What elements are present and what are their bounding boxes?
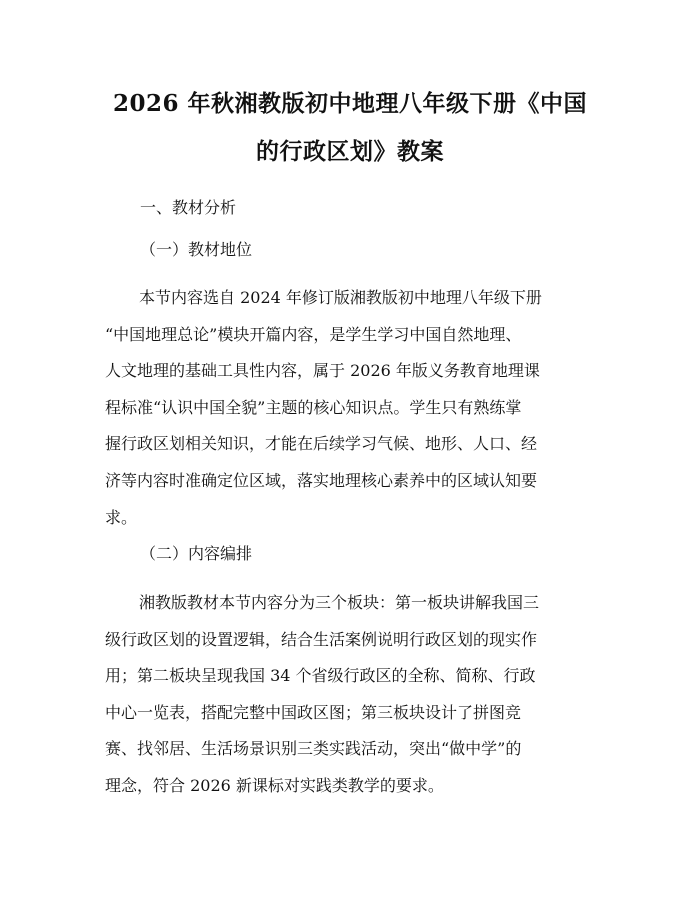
- paragraph-line: 本节内容选自 2024 年修订版湘教版初中地理八年级下册: [139, 288, 542, 307]
- paragraph-line: 赛、找邻居、生活场景识别三类实践活动，突出“做中学”的: [105, 739, 522, 759]
- paragraph-line: 济等内容时准确定位区域，落实地理核心素养中的区域认知要: [105, 470, 538, 490]
- title-line: 2026 年秋湘教版初中地理八年级下册《中国: [112, 90, 588, 117]
- title-line: 的行政区划》教案: [256, 138, 444, 165]
- subsection-heading-textbook-position: （一）教材地位: [140, 240, 253, 259]
- paragraph-line: 程标准“认识中国全貌”主题的核心知识点。学生只有熟练掌: [105, 397, 522, 417]
- paragraph-line: 握行政区划相关知识，才能在后续学习气候、地形、人口、经: [105, 434, 538, 454]
- paragraph-line: 级行政区划的设置逻辑，结合生活案例说明行政区划的现实作: [105, 629, 538, 649]
- paragraph-line: 求。: [105, 507, 138, 527]
- paragraph-line: “中国地理总论”模块开篇内容，是学生学习中国自然地理、: [105, 324, 522, 344]
- paragraph-line: 用；第二板块呈现我国 34 个省级行政区的全称、简称、行政: [105, 666, 536, 686]
- paragraph-line: 人文地理的基础工具性内容，属于 2026 年版义务教育地理课: [105, 361, 540, 381]
- paragraph-line: 中心一览表，搭配完整中国政区图；第三板块设计了拼图竞: [105, 702, 522, 722]
- subsection-heading-content-arrangement: （二）内容编排: [140, 544, 253, 563]
- paragraph-line: 湘教版教材本节内容分为三个板块：第一板块讲解我国三: [139, 593, 540, 612]
- paragraph-line: 理念，符合 2026 新课标对实践类教学的要求。: [105, 775, 444, 795]
- document-title: [60, 80, 640, 176]
- paragraph-content-arrangement: [105, 585, 605, 805]
- section-heading-textbook-analysis: 一、教材分析: [140, 198, 237, 217]
- paragraph-textbook-position: [105, 280, 605, 536]
